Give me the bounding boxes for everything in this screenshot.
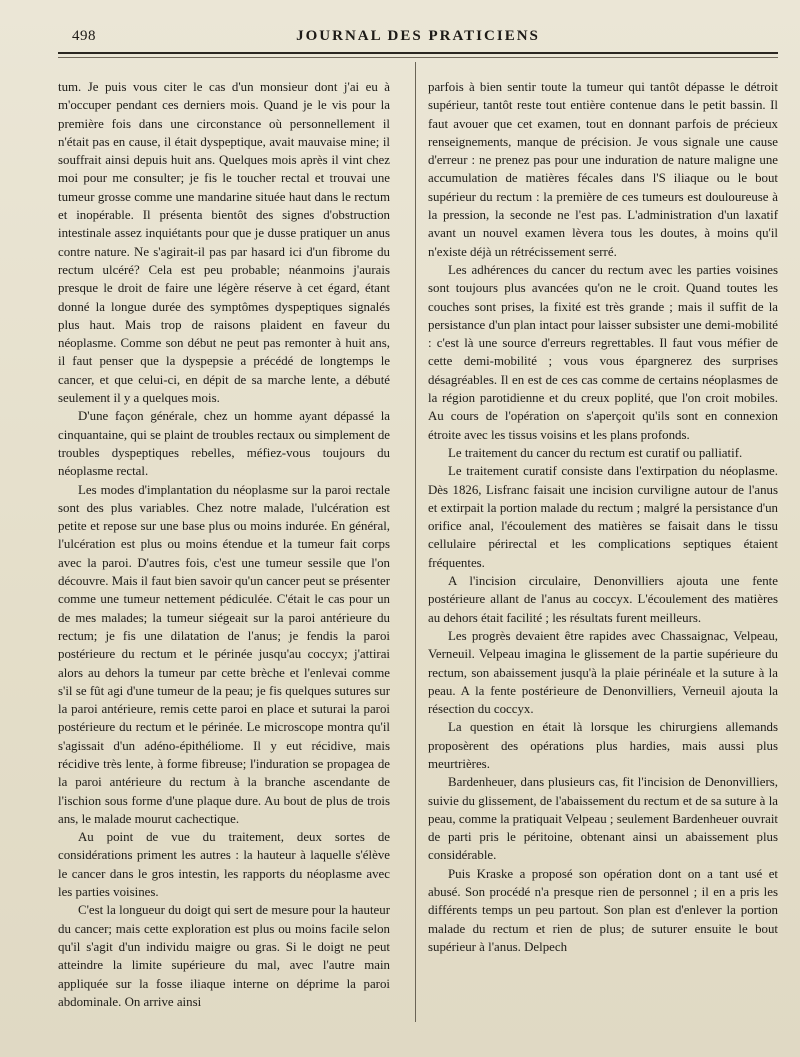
right-paragraph-4: Le traitement curatif consiste dans l'extirpation du néoplasme. Dès 1826, Lisfranc faisait une incision curviligne autour de l'anus et extirpait la portion malade du rectum ; malgré la persistance d'un orifice anal, l'écoulement des matières se faisait dans le tissu cellulaire périrectal et les complications septiques étaient fréquentes. xyxy=(428,464,778,570)
column-divider xyxy=(415,62,416,1022)
left-paragraph-5: C'est la longueur du doigt qui sert de mesure pour la hauteur du cancer; mais cette exploration est plus ou moins facile selon qu'il s'agit d'un individu maigre ou gras. Si le doigt ne peut atteindre la limite supérieure du mal, avec l'autre main appliquée sur la fosse iliaque interne on déprime la paroi abdominale. On arrive ainsi xyxy=(58,903,390,1009)
left-paragraph-1: tum. Je puis vous citer le cas d'un monsieur dont j'ai eu à m'occuper pendant ces derniers mois. Quand je le vis pour la première fois dans une circonstance où personnellement il n'était pas en cause, il était dyspeptique, avait mauvaise mine; il souffrait ainsi depuis huit ans. Quelques mois après il vint chez moi pour me consulter; je fis le toucher rectal et trouvai une tumeur grosse comme une mandarine située haut dans le rectum et inopérable. Il présenta bientôt des signes d'obstruction intestinale assez inquiétants pour que je dusse pratiquer un anus contre nature. Ne s'agirait-il pas par hasard ici d'un fibrome du rectum ulcéré? Cela est peu probable; néanmoins j'aurais presque le droit de faire une légère réserve à cet égard, étant donné la longue durée des symptômes dyspeptiques signalés plus haut. Mais trop de raisons plaident en faveur du néoplasme. Comme son début ne peut pas remonter à huit ans, il faut penser que la dyspepsie a précédé de longtemps le cancer, et que celui-ci, en dépit de sa marche lente, a débuté seulement il y a quelques mois. xyxy=(58,80,390,406)
header-rule xyxy=(58,52,778,54)
journal-title: JOURNAL DES PRATICIENS xyxy=(296,28,540,44)
page-number: 498 xyxy=(72,28,96,44)
header-rule-thin xyxy=(58,57,778,58)
right-paragraph-1: parfois à bien sentir toute la tumeur qui tantôt dépasse le détroit supérieur, tantôt reste tout entière contenue dans le petit bassin. Il faut avouer que cet examen, tout en donnant parfois de précieux renseignements, manque de précision. Je vous signale une cause d'erreur : ne prenez pas pour une induration de nature maligne une accumulation de matières fécales dans l'S iliaque ou le bout supérieur du rectum : la première de ces tumeurs est douloureuse à la pression, la seconde ne l'est pas. L'administration d'un laxatif avant un nouvel examen lèvera tous les doutes, à moins qu'il n'existe déjà un rétrécissement serré. xyxy=(428,80,778,259)
right-paragraph-2: Les adhérences du cancer du rectum avec les parties voisines sont toujours plus avancées qu'on ne le croit. Quand toutes les couches sont prises, la fixité est très grande ; mais il suffit de la persistance d'un plan intact pour laisser subsister une demi-mobilité : c'est là une source d'erreurs regrettables. Il faut vous méfier de cette demi-mobilité ; vous vous épargnerez des surprises désagréables. Il en est de ces cas comme de certains néoplasmes de la région parotidienne et du creux poplité, que l'on croit mobiles. Au cours de l'opération on s'aperçoit qu'ils sont en connexion étroite avec les tissus voisins et les plans profonds. xyxy=(428,262,778,442)
right-paragraph-3: Le traitement du cancer du rectum est curatif ou palliatif. xyxy=(448,445,743,460)
left-paragraph-2: D'une façon générale, chez un homme ayant dépassé la cinquantaine, qui se plaint de troubles rectaux ou simplement de troubles dyspeptiques rebelles, méfiez-vous toujours du néoplasme rectal. xyxy=(58,409,390,479)
right-paragraph-5: A l'incision circulaire, Denonvilliers ajouta une fente postérieure allant de l'anus au coccyx. L'écoulement des matières au dehors était facilité ; les résultats furent meilleurs. xyxy=(428,574,778,625)
right-paragraph-9: Puis Kraske a proposé son opération dont on a tant usé et abusé. Son procédé n'a presque rien de personnel ; il en a pris les différents temps un peu partout. Son plan est d'enlever la portion malade du rectum et rien de plus; de suturer ensuite le bout supérieur à l'anus. Delpech xyxy=(428,866,778,954)
page-header xyxy=(58,28,778,50)
left-paragraph-3: Les modes d'implantation du néoplasme sur la paroi rectale sont des plus variables. Chez notre malade, l'ulcération est petite et repose sur une base plus ou moins indurée. En général, l'ulcération est plus ou moins étendue et la tumeur fait corps avec la paroi. D'autres fois, c'est une tumeur sessile que l'on découvre. Mais il faut bien savoir qu'un cancer peut se présenter comme une tumeur nettement pédiculée. C'était le cas pour un de mes malades; la tumeur siégeait sur la paroi antérieure du rectum; je fis une dilatation de l'anus; je fendis la paroi postérieure du rectum et le périnée jusqu'au coccyx; j'attirai alors au dehors la tumeur par cette brèche et l'enlevai comme s'il se fût agi d'une tumeur de la peau; je fis quelques sutures sur la paroi antérieure, remis cette paroi en place et suturai la paroi postérieure du rectum et le périnée. Le microscope montra qu'il s'agissait d'un adéno-épithéliome. Il y eut récidive, mais récidive très lente, à forme fibreuse; l'induration se propagea de la paroi antérieure du rectum à la branche ascendante de l'ischion sous forme d'une plaque dure. Au bout de plus de trois ans, le malade mourut cachectique. xyxy=(58,482,390,826)
left-paragraph-4: Au point de vue du traitement, deux sortes de considérations priment les autres : la hauteur à laquelle s'élève le cancer dans le gros intestin, les rapports du néoplasme avec les parties voisines. xyxy=(58,830,390,900)
right-paragraph-6: Les progrès devaient être rapides avec Chassaignac, Velpeau, Verneuil. Velpeau imagina le glissement de la partie supérieure du rectum, son abaissement jusqu'à la plaie périnéale et la suture à la peau. A la fente postérieure de Denonvilliers, Verneuil ajouta la résection du coccyx. xyxy=(428,628,778,717)
left-column xyxy=(58,78,390,1011)
right-paragraph-8: Bardenheuer, dans plusieurs cas, fit l'incision de Denonvilliers, suivie du glissement, de l'abaissement du rectum et de sa suture à la peau, comme la pratiquait Velpeau ; seulement Bardenheuer ouvrait de parti pris le péritoine, obtenant ainsi un abaissement plus considérable. xyxy=(428,775,778,863)
right-paragraph-7: La question en était là lorsque les chirurgiens allemands proposèrent des opérations plus hardies, mais aussi plus meurtrières. xyxy=(428,720,778,771)
right-column xyxy=(428,78,778,956)
